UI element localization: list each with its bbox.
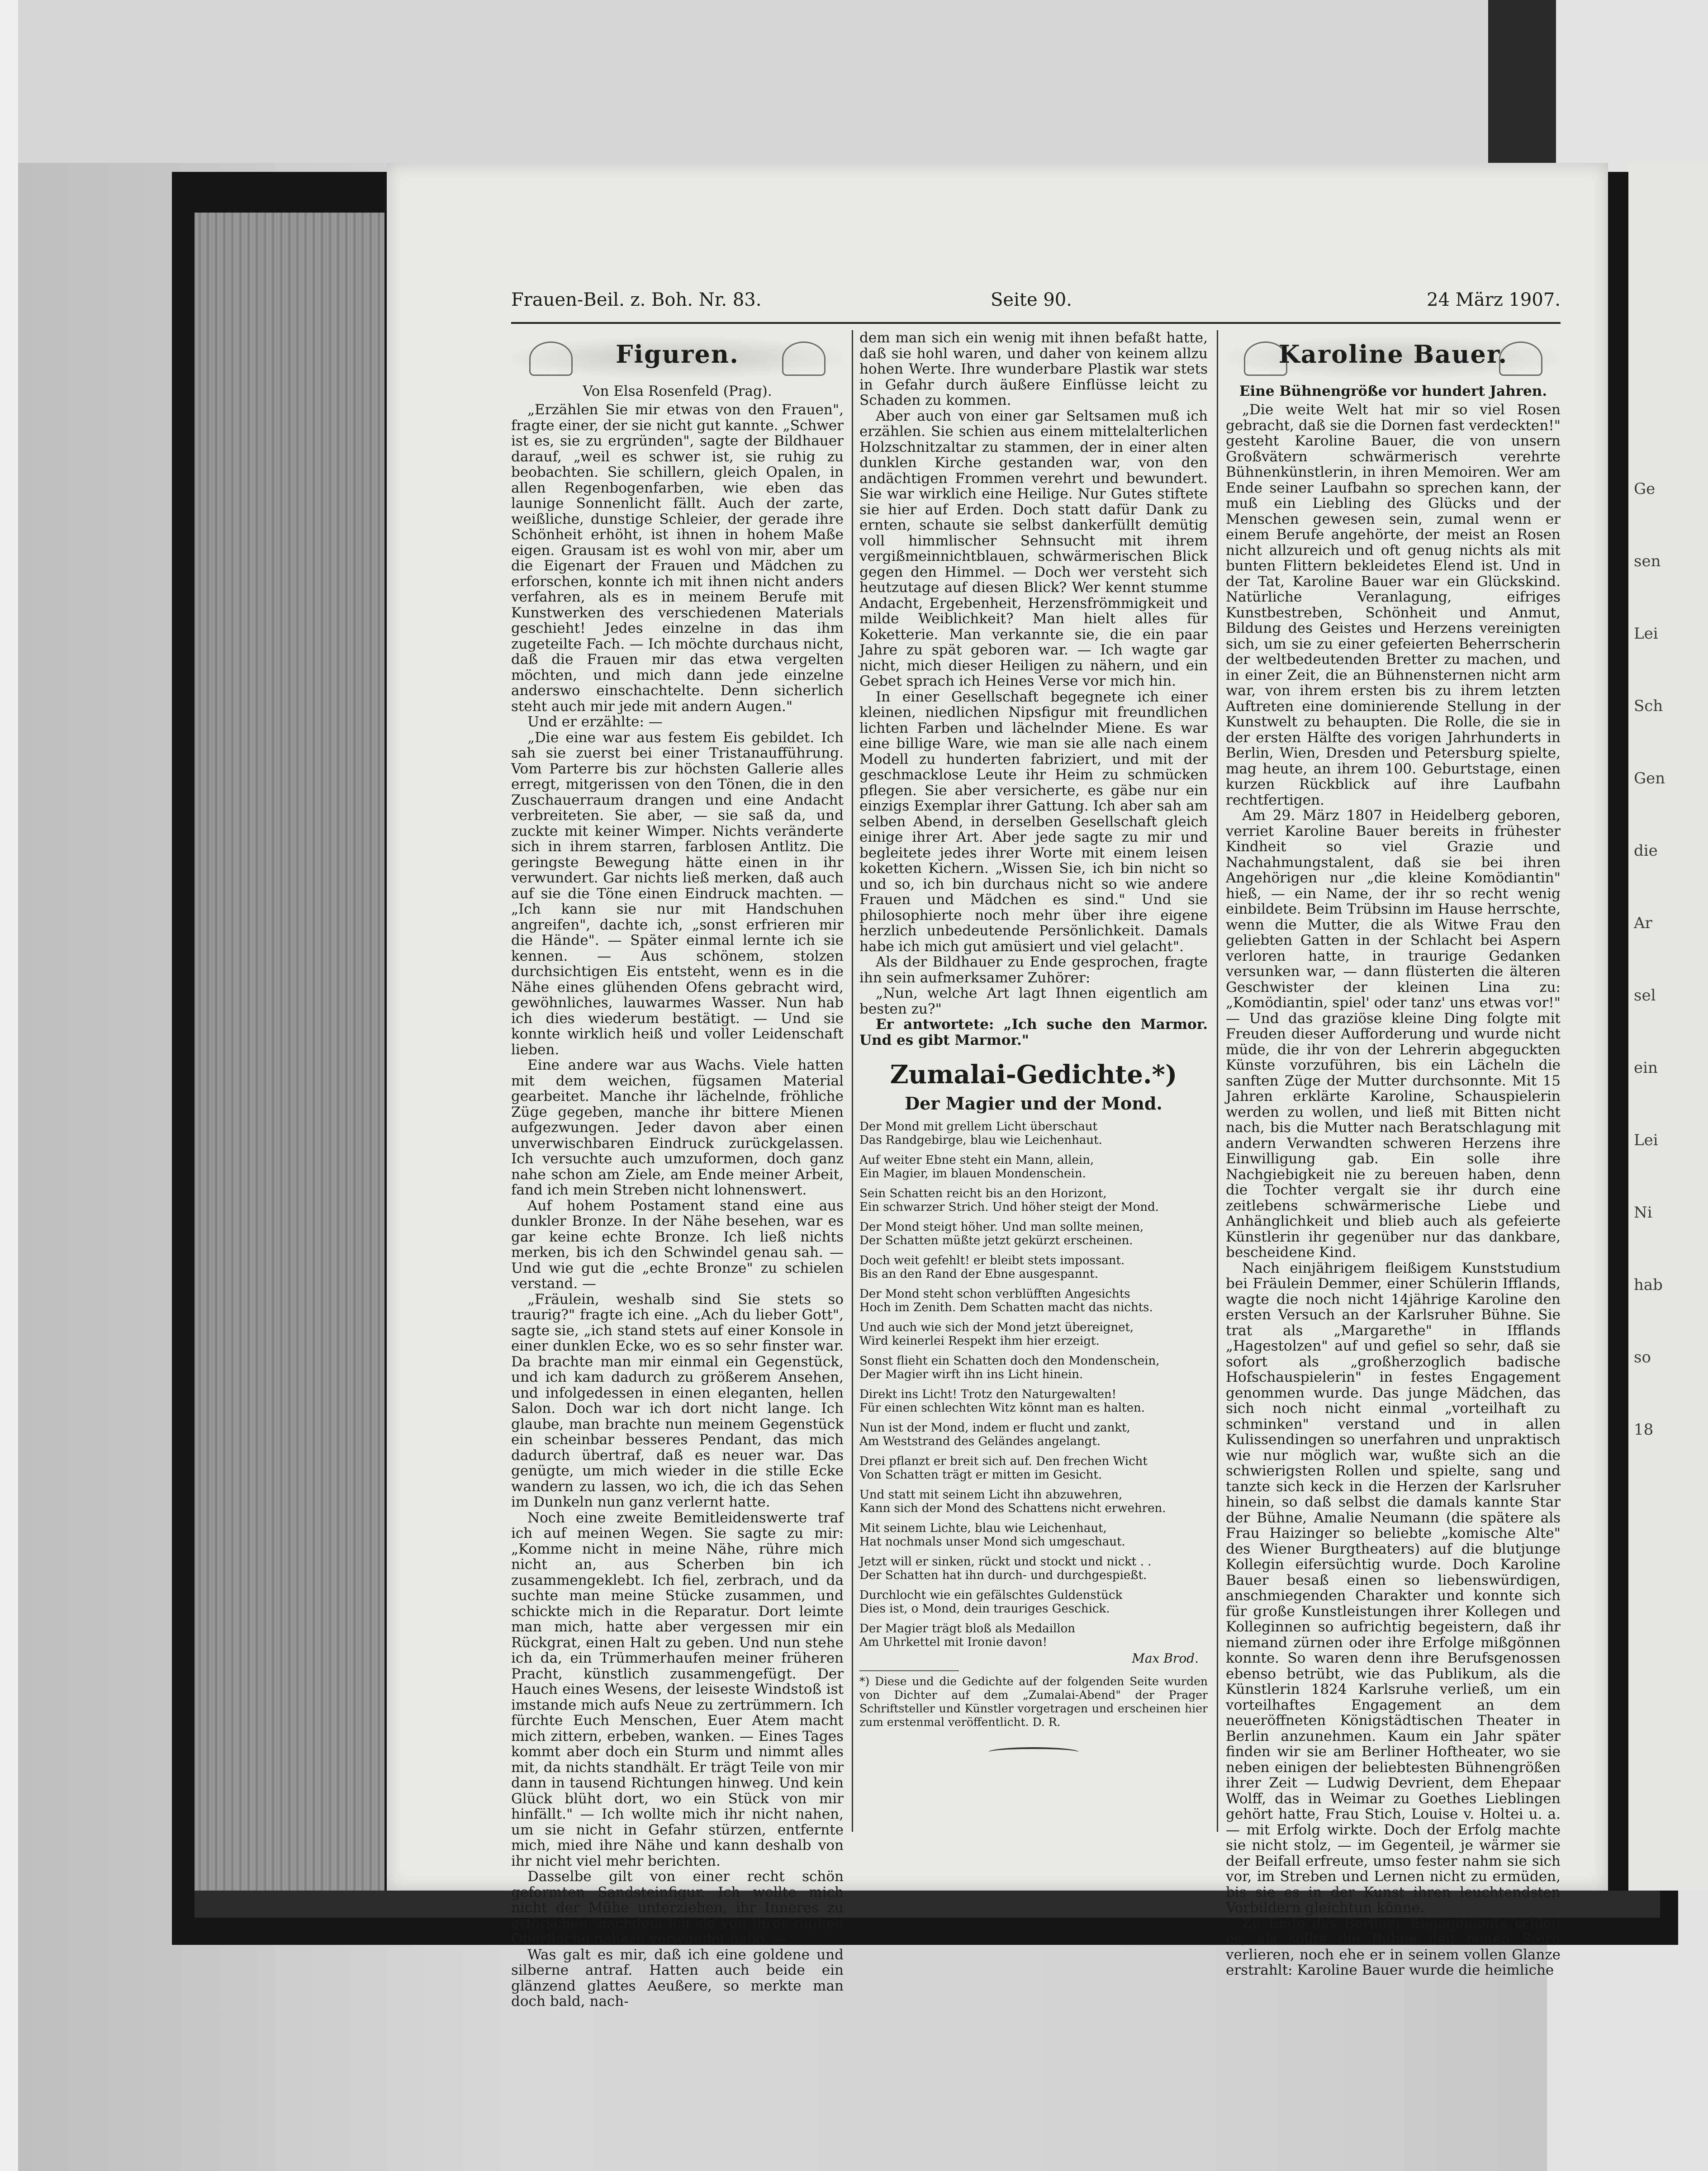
paragraph: Was galt es mir, daß ich eine goldene und silberne antraf. Hatten auch beide ein glänzend glattes Aeußere, so merkte man doch bald, nach- <box>511 1946 844 2010</box>
poem-line: Durchlocht wie ein gefälschtes Guldenstück <box>859 1588 1123 1602</box>
paragraph: „Erzählen Sie mir etwas von den Frauen", fragte einer, der sie nicht gut kannte. „Schwer ist es, sie zu ergründen", sagte der Bildhauer darauf, „weil es schwer ist, sie ruhig zu beobachten. Sie schillern, gleich Opalen, in allen Regenbogenfarben, wie eben das launige Sonnenlicht fällt. Auch der zarte, weißliche, dunstige Schleier, der gerade ihre Schönheit erhöht, ist ihnen in hohem Maße eigen. Grausam ist es wohl von mir, aber um die Eigenart der Frauen und Mädchen zu erforschen, konnte ich mit ihnen nicht anders verfahren, als es in meinem Berufe mit Kunstwerken des verschiedenen Materials geschieht! Jedes einzelne in das ihm zugeteilte Fach. — Ich möchte durchaus nicht, daß die Frauen mir das etwa vergelten möchten, und mich dann jede einzelne anderswo einschachtelte. Denn sicherlich steht auch mir jede mit andern Augen." <box>511 402 844 715</box>
poem-line: Wird keinerlei Respekt ihm hier erzeigt. <box>859 1334 1100 1348</box>
next-page-fragment: 18 <box>1634 1421 1654 1439</box>
paragraph: In einer Gesellschaft begegnete ich einer kleinen, niedlichen Nipsfigur mit freundlichen lichten Farben und lächelnder Miene. Es war eine billige Ware, wie man sie alle nach einem Modell zu hunderten fabriziert, und mit der geschmacklose Leute ihr Heim zu schmücken pflegen. Sie aber versicherte, es gäbe nur ein einzigs Exemplar ihrer Gattung. Ich aber sah am selben Abend, in derselben Gesellschaft gleich einige ihrer Art. Aber jede sagte zu mir und begleitete jedes ihrer Worte mit einem leisen koketten Kichern. „Wissen Sie, ich bin nicht so und so, ich bin durchaus nicht so wie andere Frauen und Mädchen es sind." Und sie philosophierte noch mehr über ihre eigene herzlich unbedeutende Persönlichkeit. Damals habe ich mich gut amüsiert und viel gelacht". <box>859 688 1208 955</box>
poem-line: Kann sich der Mond des Schattens nicht erwehren. <box>859 1502 1166 1515</box>
poem-line: Der Schatten müßte jetzt gekürzt erscheinen. <box>859 1234 1133 1247</box>
paragraph: Nach einjährigem fleißigem Kunststudium bei Fräulein Demmer, einer Schülerin Ifflands, wagte die noch nicht 14jährige Karoline den ersten Versuch an der Karlsruher Bühne. Sie trat als „Margarethe" in Ifflands „Hagestolzen" auf und gefiel so sehr, daß sie sofort als „großherzoglich badische Hofschauspielerin" in festes Engagement genommen wurde. Das junge Mädchen, das sich noch nicht einmal „vorteilhaft zu schminken" verstand und in allen Kulissendingen so unerfahren und unpraktisch wie nur möglich war, wußte sich an die schwierigsten Rollen und spielte, sang und tanzte sich keck in die Herzen der Karlsruher hinein, so daß selbst die damals kannte Star der Bühne, Amalie Neumann (die spätere als Frau Haizinger so beliebte „komische Alte" des Wiener Burgtheaters) auf die blutjunge Kollegin eifersüchtig wurde. Doch Karoline Bauer besaß einen so liebenswürdigen, anschmiegenden Charakter und konnte sich für große Kunstleistungen ihrer Kollegen und Kolleginnen so aufrichtig begeistern, daß ihr niemand zürnen oder ihre Erfolge mißgönnen konnte. So waren denn ihre Berufsgenossen ebenso betrübt, wie das Publikum, als die Künstlerin 1824 Karlsruhe verließ, um ein vorteilhaftes Engagement an dem neueröffneten Königstädtischen Theater in Berlin anzunehmen. Kaum ein Jahr später finden wir sie am Berliner Hoftheater, wo sie neben einigen der beliebtesten Bühnengrößen ihrer Zeit — Ludwig Devrient, dem Ehepaar Wolff, das in Weimar zu Goethes Lieblingen gehört hatte, Frau Stich, Louise v. Holtei u. a. — mit Erfolg wirkte. Doch der Erfolg machte sie nicht stolz, — im Gegenteil, je wärmer sie der Beifall erfreute, umso fester nahm sie sich vor, im Streben und Lernen nicht zu ermüden, bis sie es in der Kunst ihren leuchtendsten Vorbildern gleichtun könne. <box>1226 1260 1561 1916</box>
next-page-fragment: Sch <box>1634 697 1663 715</box>
poem-line: Und statt mit seinem Licht ihn abzuwehren, <box>859 1488 1123 1502</box>
next-page-fragment: Lei <box>1634 1131 1658 1149</box>
header-publication: Frauen-Beil. z. Boh. Nr. 83. <box>511 289 762 310</box>
header-page-number: Seite 90. <box>991 289 1072 310</box>
paragraph: „Nun, welche Art lagt Ihnen eigentlich am besten zu?" <box>859 985 1208 1017</box>
paragraph: Eine andere war aus Wachs. Viele hatten mit dem weichen, fügsamen Material gearbeitet. Manche ihr lächelnde, fröhliche Züge gegeben, manche ihr bittere Mienen aufgezwungen. Jeder davon aber einen unverwischbaren Eindruck zurückgelassen. Ich versuchte auch umzuformen, doch ganz nahe schon am Ziele, am Ende meiner Arbeit, fand ich mein Streben nicht lohnenswert. <box>511 1057 844 1198</box>
paragraph: Und er erzählte: — <box>527 714 663 730</box>
column-3 <box>1226 337 1561 1978</box>
poem-line: Bis an den Rand der Ebne ausgespannt. <box>859 1267 1098 1281</box>
poem-line: Und auch wie sich der Mond jetzt übereignet, <box>859 1321 1134 1334</box>
page-header <box>511 289 1561 321</box>
article-subtitle: Eine Bühnengröße vor hundert Jahren. <box>1239 383 1547 399</box>
stanza-gap <box>859 1515 1208 1522</box>
poem-line: Das Randgebirge, blau wie Leichenhaut. <box>859 1133 1102 1147</box>
column-2 <box>859 330 1208 1836</box>
stanza-gap <box>859 1314 1208 1321</box>
paragraph: Zu Ende des Berliner Engagements schien es, als sollte die Bühne den neuen Stern verlieren, noch ehe er in seinem vollen Glanze erstrahlt: Karoline Bauer wurde die heimliche <box>1226 1915 1561 1978</box>
next-page-fragment: ein <box>1634 1059 1658 1077</box>
next-page-fragment: Ge <box>1634 480 1656 498</box>
poem-line: Ein Magier, im blauen Mondenschein. <box>859 1167 1086 1180</box>
poem-title: Der Magier und der Mond. <box>905 1093 1162 1114</box>
column-1 <box>511 337 844 2010</box>
header-rule <box>511 322 1561 324</box>
paragraph: Noch eine zweite Bemitleidenswerte traf ich auf meinen Wegen. Sie sagte zu mir: „Komme nicht in meine Nähe, rühre mich nicht an, aus Scherben bin ich zusammengeklebt. Ich fiel, zerbrach, und da suchte man meine Stücke zusammen, und schickte mich in die Reparatur. Dort leimte man mich, hatte aber vergessen mir ein Rückgrat, einen Halt zu geben. Und nun stehe ich da, ein Trümmerhaufen meiner früheren Pracht, künstlich zusammengefügt. Der Hauch eines Wesens, der leiseste Windstoß ist imstande mich aufs Neue zu zertrümmern. Ich fürchte Euch Menschen, Euer Atem macht mich zittern, erbeben, wanken. — Eines Tages kommt aber doch ein Sturm und nimmt alles mit, da nichts standhält. Er trägt Teile von mir dann in tausend Richtungen hinweg. Und kein Glück blüht dort, wo ein Stück von mir hinfällt." — Ich wollte mich ihr nicht nahen, um sie nicht in Gefahr stürzen, entfernte mich, mied ihre Nähe und kann deshalb von ihr nicht viel mehr berichten. <box>511 1509 844 1869</box>
footnote: *) Diese und die Gedichte auf der folgenden Seite wurden von Dichter auf dem „Zumalai-Abend" der Prager Schriftsteller und Künstler vorgetragen und erscheinen hier zum erstenmal veröffentlicht. D. R. <box>859 1675 1208 1729</box>
poem-line: Drei pflanzt er breit sich auf. Den frechen Wicht <box>859 1455 1148 1468</box>
article-byline: Von Elsa Rosenfeld (Prag). <box>583 383 772 399</box>
poem-line: Nun ist der Mond, indem er flucht und zankt, <box>859 1421 1130 1435</box>
stanza-gap <box>859 1214 1208 1220</box>
poem-line: Der Mond mit grellem Licht überschaut <box>859 1120 1098 1133</box>
paragraph: Dasselbe gilt von einer recht schön geformten Sandsteinfigur. Ich wollte mich nicht der Mühe unterziehen, ihr Inneres zu erforschen, nachdem ich sie von ihrer rauhen Oberfläche nahezu verwundet habe. — <box>511 1868 844 1947</box>
poem-author: Max Brod. <box>1132 1651 1199 1666</box>
book-page-edges <box>195 213 384 1895</box>
paragraph: dem man sich ein wenig mit ihnen befaßt hatte, daß sie hohl waren, und daher von keinem allzu hohen Werte. Ihre wunderbare Plastik war stets in Gefahr durch äußere Einflüsse leicht zu Schaden zu kommen. <box>859 330 1208 408</box>
poem-line: Dies ist, o Mond, dein trauriges Geschick. <box>859 1602 1110 1616</box>
poem-line: Hat nochmals unser Mond sich umgeschaut. <box>859 1535 1125 1549</box>
stanza-gap <box>859 1448 1208 1455</box>
next-page-fragment: Ar <box>1634 914 1652 932</box>
paragraph: Auf hohem Postament stand eine aus dunkler Bronze. In der Nähe besehen, war es gar keine echte Bronze. Ich ließ nichts merken, bis ich den Schwindel genau sah. — Und wie gut die „echte Bronze" zu schielen verstand. — <box>511 1197 844 1292</box>
article-title: Karoline Bauer. <box>1278 340 1508 369</box>
header-date: 24 März 1907. <box>1427 289 1561 310</box>
stanza-gap <box>859 1549 1208 1555</box>
poem-section-title: Zumalai-Gedichte.*) <box>890 1060 1177 1090</box>
poem-line: Direkt ins Licht! Trotz den Naturgewalten! <box>859 1388 1117 1401</box>
next-page-fragment: Gen <box>1634 769 1665 787</box>
poem-line: Hoch im Zenith. Dem Schatten macht das nichts. <box>859 1301 1153 1314</box>
article-title: Figuren. <box>616 340 739 369</box>
article-banner-figuren <box>511 337 844 379</box>
next-page-fragment: die <box>1634 842 1658 860</box>
stanza-gap <box>859 1348 1208 1354</box>
stanza-gap <box>859 1381 1208 1388</box>
column-divider-2 <box>1217 330 1218 1832</box>
next-page-fragment: sen <box>1634 552 1661 570</box>
column-divider-1 <box>852 330 853 1832</box>
footnote-rule <box>859 1670 959 1671</box>
next-page-fragment: so <box>1634 1348 1651 1366</box>
poem-line: Für einen schlechten Witz könnt man es halten. <box>859 1401 1145 1415</box>
stanza-gap <box>859 1415 1208 1421</box>
poem-line: Doch weit gefehlt! er bleibt stets impossant. <box>859 1254 1125 1267</box>
next-page-edge <box>1628 163 1708 1891</box>
stanza-gap <box>859 1616 1208 1622</box>
poem-line: Der Mond steht schon verblüfften Angesichts <box>859 1287 1130 1301</box>
paragraph: Als der Bildhauer zu Ende gesprochen, fragte ihn sein aufmerksamer Zuhörer: <box>859 954 1208 986</box>
stanza-gap <box>859 1582 1208 1588</box>
poem-line: Am Uhrkettel mit Ironie davon! <box>859 1635 1048 1649</box>
paragraph: Am 29. März 1807 in Heidelberg geboren, verriet Karoline Bauer bereits in frühester Kindheit so viel Grazie und Nachahmungstalent, daß sie bei ihren Angehörigen nur „die kleine Komödiantin" hieß, — ein Name, der ihr so recht wenig einbildete. Beim Trübsinn im Hause herrschte, wenn die Mutter, die als Witwe Frau den geliebten Gatten in der Schlacht bei Aspern verloren hatte, in traurige Gedanken versunken war, — dann flüsterten die älteren Geschwister der kleinen Lina zu: „Komödiantin, spiel' oder tanz' uns etwas vor!" — Und das graziöse kleine Ding folgte mit Freuden dieser Aufforderung und wurde nicht müde, die ihr von der Lehrerin abgeguckten Künste vorzuführen, bis ein Lächeln die sanften Züge der Mutter durchsonnte. Mit 15 Jahren erklärte Karoline, Schauspielerin werden zu wollen, und ließ mit Bitten nicht nach, bis die Mutter nach Beratschlagung mit andern Verwandten schweren Herzens ihre Einwilligung gab. Ein solle ihre Nachgiebigkeit nie zu bereuen haben, denn die Tochter vergalt sie ihr durch eine zeitlebens schwärmerische Liebe und Anhänglichkeit und blieb auch als gefeierte Künstlerin ihr gegenüber nur das dankbare, bescheidene Kind. <box>1226 807 1561 1261</box>
poem-line: Von Schatten trägt er mitten im Gesicht. <box>859 1468 1102 1482</box>
stanza-gap <box>859 1281 1208 1287</box>
stanza-gap <box>859 1247 1208 1254</box>
next-page-fragment: sel <box>1634 986 1656 1005</box>
paragraph: „Die eine war aus festem Eis gebildet. Ich sah sie zuerst bei einer Tristanaufführung. Vom Parterre bis zur höchsten Gallerie alles erregt, mitgerissen von den Tönen, die in den Zuschauerraum drangen und eine Andacht verbreiteten. Sie aber, — sie saß da, und zuckte mit keiner Wimper. Nichts veränderte sich in ihrem starren, farblosen Antlitz. Die geringste Bewegung hätte einen in ihr verwundert. Gar nichts ließ merken, daß auch auf sie die Töne einen Eindruck machten. — „Ich kann sie nur mit Handschuhen angreifen", dachte ich, „sonst erfrieren mir die Hände". — Später einmal lernte ich sie kennen. — Aus schönem, stolzen durchsichtigen Eis entsteht, wenn es in die Nähe eines glühenden Ofens gebracht wird, gewöhnliches, lauwarmes Wasser. Nun hab ich dies wiederum bestätigt. — Und sie konnte wirklich heiß und voller Leidenschaft lieben. <box>511 729 844 1058</box>
paragraph: „Die weite Welt hat mir so viel Rosen gebracht, daß sie die Dornen fast verdeckten!" gesteht Karoline Bauer, die von unsern Großvätern schwärmerisch verehrte Bühnenkünstlerin, in ihren Memoiren. Wer am Ende seiner Laufbahn so sprechen kann, der muß ein Liebling des Glücks und der Menschen gewesen sein, zumal wenn er einem Berufe angehörte, der meist an Rosen nicht allzureich und oft genug nichts als mit bunten Flittern bekleidetes Elend ist. Und in der Tat, Karoline Bauer war ein Glückskind. Natürliche Veranlagung, eifriges Kunstbestreben, Schönheit und Anmut, Bildung des Geistes und Herzens vereinigten sich, um sie zu einer gefeierten Beherrscherin der weltbedeutenden Bretter zu machen, und in einer Zeit, die an Bühnensternen nicht arm war, von ihrem ersten bis zu ihrem letzten Auftreten eine dominierende Stellung in der Kunstwelt zu behaupten. Die Rolle, die sie in der ersten Hälfte des vorigen Jahrhunderts in Berlin, Wien, Dresden und Petersburg spielte, mag heute, an ihrem 100. Geburtstage, einen kurzen Rückblick auf ihre Laufbahn rechtfertigen. <box>1226 402 1561 808</box>
poem-line: Der Magier wirft ihn ins Licht hinein. <box>859 1368 1083 1381</box>
next-page-fragment: Lei <box>1634 625 1658 643</box>
poem-line: Der Mond steigt höher. Und man sollte meinen, <box>859 1220 1144 1234</box>
stanza-gap <box>859 1147 1208 1153</box>
poem-line: Ein schwarzer Strich. Und höher steigt der Mond. <box>859 1200 1159 1214</box>
poem-line: Auf weiter Ebne steht ein Mann, allein, <box>859 1153 1094 1167</box>
poem-line: Sonst flieht ein Schatten doch den Mondenschein, <box>859 1354 1160 1368</box>
stanza-gap <box>859 1482 1208 1488</box>
scan-top-band <box>0 0 1708 163</box>
article-banner-karoline-bauer <box>1226 337 1561 379</box>
poem-line: Sein Schatten reicht bis an den Horizont, <box>859 1187 1107 1200</box>
poem-line: Mit seinem Lichte, blau wie Leichenhaut, <box>859 1522 1107 1535</box>
paragraph: „Fräulein, weshalb sind Sie stets so traurig?" fragte ich eine. „Ach du lieber Gott", sagte sie, „ich stand stets auf einer Konsole in einer dunklen Ecke, wo es so sehr finster war. Da brachte man mir einmal ein Gegenstück, und ich kam dadurch zu größerem Ansehen, und infolgedessen in einen eleganten, hellen Salon. Doch war ich dort nicht lange. Ich glaube, man brachte nun meinem Gegenstück ein scheinbar besseres Pendant, das mich dadurch übertraf, daß es neuer war. Das genügte, um mich wieder in die stille Ecke wandern zu lassen, wo ich, die ich das Sehen im Dunkeln nun ganz verlernt hatte. <box>511 1291 844 1510</box>
poem-line: Am Weststrand des Geländes angelangt. <box>859 1435 1101 1448</box>
paragraph: Er antwortete: „Ich suche den Marmor. Und es gibt Marmor." <box>859 1016 1208 1048</box>
stanza-gap <box>859 1180 1208 1187</box>
poem-line: Der Magier trägt bloß als Medaillon <box>859 1622 1075 1635</box>
paragraph: Aber auch von einer gar Seltsamen muß ich erzählen. Sie schien aus einem mittelalterlichen Holzschnitzaltar zu stammen, der in einer alten dunklen Kirche gestanden war, von den andächtigen Frommen verehrt und bewundert. Sie war wirklich eine Heilige. Nur Gutes stiftete sie hier auf Erden. Doch statt dafür Dank zu ernten, schaute sie selbst dankerfüllt demütig voll himmlischer Sehnsucht mit ihrem vergißmeinnichtblauen, schwärmerischen Blick gegen den Himmel. — Doch wer versteht sich heutzutage auf diesen Blick? Wer kennt stumme Andacht, Ergebenheit, Herzensfrömmigkeit und milde Weiblichkeit? Man hielt alles für Koketterie. Man verkannte sie, die ein paar Jahre zu spät geboren war. — Ich wagte gar nicht, mich dieser Heiligen zu nähern, und ein Gebet sprach ich Heines Verse vor mich hin. <box>859 408 1208 689</box>
next-page-fragment: hab <box>1634 1276 1663 1294</box>
poem-body <box>859 1120 1208 1649</box>
poem-line: Der Schatten hat ihn durch- und durchgespießt. <box>859 1569 1147 1582</box>
next-page-fragment: Ni <box>1634 1204 1652 1222</box>
end-ornament-icon <box>988 1747 1079 1757</box>
scan-left-edge <box>0 0 18 2171</box>
poem-line: Jetzt will er sinken, rückt und stockt und nickt . . <box>859 1555 1152 1569</box>
